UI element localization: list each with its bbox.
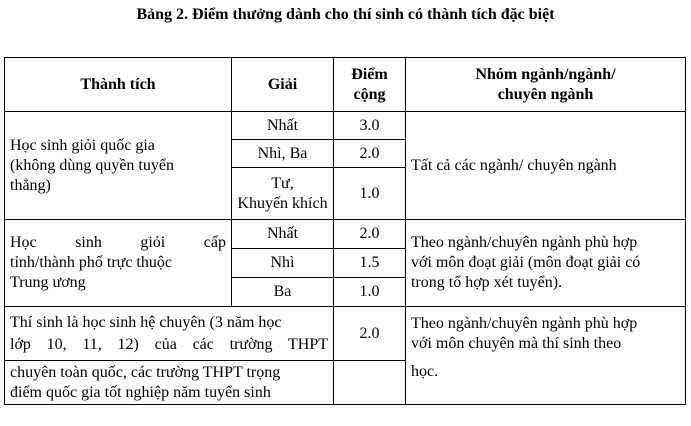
header-prize: Giải [232,58,334,112]
prize-cell: Nhì, Ba [232,140,334,168]
header-scope-line2: chuyên ngành [497,85,594,103]
prize-line1: Tư, [271,174,294,192]
achievement-specialized-top [5,307,334,361]
achievement-specialized-line3: chuyên toàn quốc, các trường THPT trọng [10,363,281,381]
points-cell: 2.0 [334,307,406,361]
points-cell: 1.0 [334,278,406,307]
header-achievement: Thành tích [5,58,232,112]
table-row [5,112,686,140]
table-row [5,307,686,361]
header-points-line1: Điểm [351,65,388,83]
header-points-line2: cộng [353,85,386,103]
table-row [5,220,686,249]
prize-line2: Khuyến khích [237,194,328,212]
header-scope [406,58,686,112]
scope-line2: với môn chuyên mà thí sinh theo [411,334,622,352]
scope-matching-subject [406,220,686,307]
points-cell-empty [334,361,406,405]
scope-line2: với môn đoạt giải (môn đoạt giải có [411,254,641,271]
bonus-points-table [4,57,686,405]
points-cell: 2.0 [334,220,406,249]
table-row [5,361,686,405]
scope-line3: trong tổ hợp xét tuyển). [411,274,563,291]
prize-cell [232,168,334,220]
scope-line3: học. [411,362,439,380]
prize-cell: Ba [232,278,334,307]
achievement-national-line3: thẳng) [10,176,51,194]
scope-line1: Theo ngành/chuyên ngành phù hợp [411,234,638,251]
prize-cell: Nhất [232,112,334,140]
header-row [5,58,686,112]
achievement-specialized-bottom [5,361,334,405]
achievement-specialized-line1: Thí sinh là học sinh hệ chuyên (3 năm học [10,313,282,331]
points-cell: 1.5 [334,249,406,278]
header-scope-line1: Nhóm ngành/ngành/ [475,65,616,83]
points-cell: 1.0 [334,168,406,220]
word: giỏi [140,234,166,251]
header-points [334,58,406,112]
achievement-national-line1: Học sinh giỏi quốc gia [10,136,155,154]
achievement-specialized-line4: điểm quốc gia tốt nghiệp năm tuyển sinh [10,383,271,401]
scope-specialized-top [406,307,686,361]
word: sinh [75,234,102,251]
word: cấp [203,234,226,251]
achievement-national [5,112,232,220]
table-title: Bảng 2. Điểm thưởng dành cho thí sinh có thành tích đặc biệt [136,6,555,23]
scope-all: Tất cả các ngành/ chuyên ngành [406,112,686,220]
prize-cell: Nhì [232,249,334,278]
scope-specialized-bottom [406,361,686,405]
achievement-provincial-line2: tỉnh/thành phố trực thuộc [10,254,172,271]
points-cell: 2.0 [334,140,406,168]
scope-line1: Theo ngành/chuyên ngành phù hợp [411,314,638,332]
points-cell: 3.0 [334,112,406,140]
achievement-national-line2: (không dùng quyền tuyển [10,156,174,174]
achievement-specialized-line2: lớp 10, 11, 12) của các trường THPT [10,335,328,353]
achievement-provincial-line1 [10,233,226,253]
achievement-provincial-line3: Trung ương [10,274,86,291]
word: Học [10,234,37,251]
prize-cell: Nhất [232,220,334,249]
achievement-provincial [5,220,232,307]
